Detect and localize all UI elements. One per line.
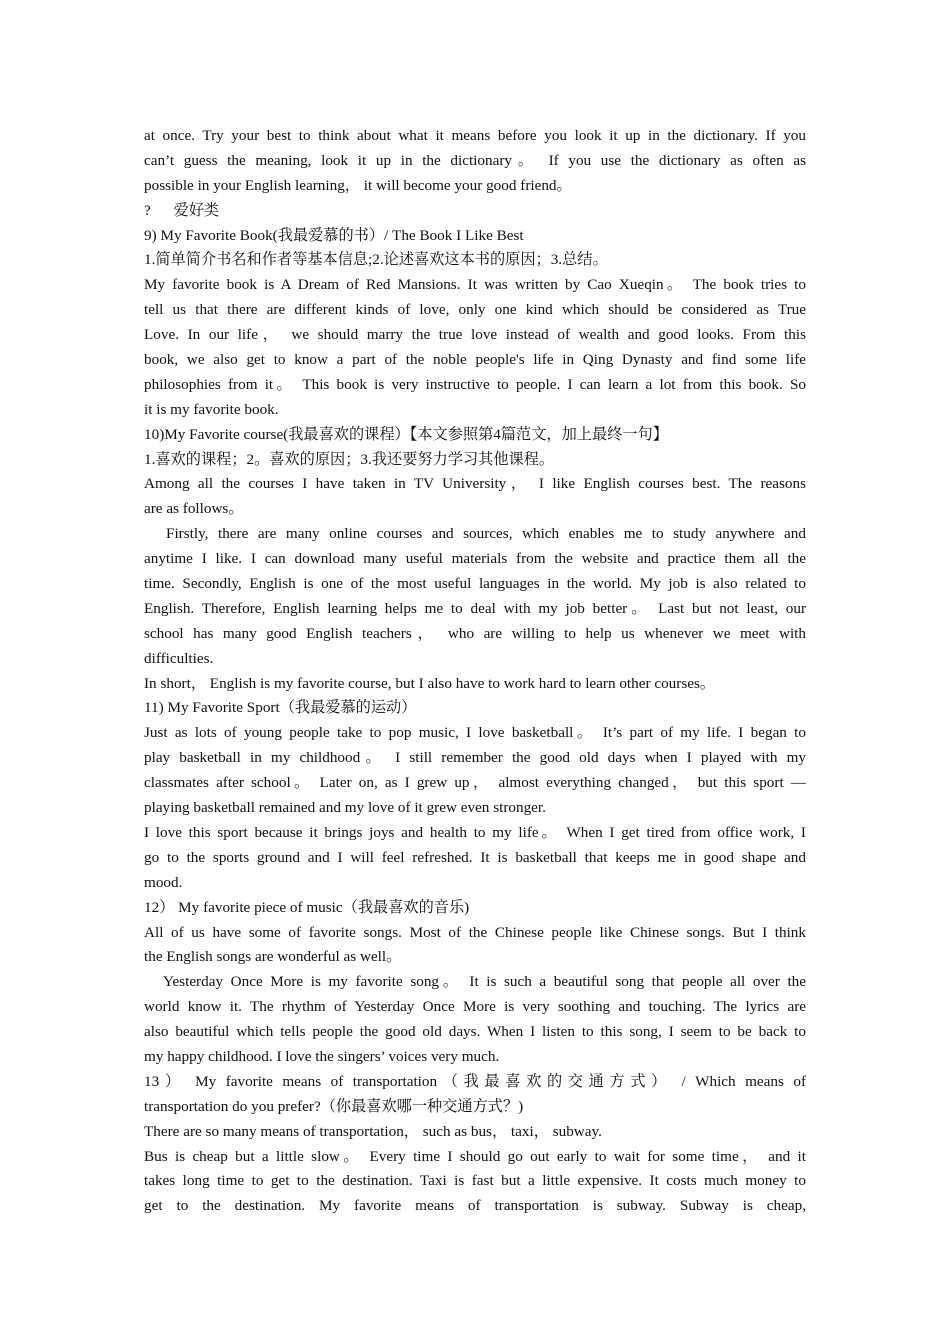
essay-title-favorite-transportation-alt: transportation do you prefer?（你最喜欢哪一种交通方式？): [144, 1097, 524, 1115]
text-line: it is my favorite book.: [144, 400, 279, 418]
essay-title-favorite-sport: 11) My Favorite Sport（我最爱慕的运动）: [144, 699, 417, 717]
essay-outline: 1.简单简介书名和作者等基本信息;2.论述喜欢这本书的原因；3.总结。: [144, 251, 608, 269]
text-line: also beautiful which tells people the good old days. When I listen to this song, I seem to be back to: [144, 1023, 806, 1041]
text-line: Just as lots of young people take to pop music, I love basketball。 It’s part of my life. I began to: [144, 724, 806, 742]
text-line: time. Secondly, English is one of the most useful languages in the world. My job is also related to: [144, 575, 806, 593]
text-line: There are so many means of transportation， such as bus， taxi， subway.: [144, 1122, 602, 1140]
text-line: Bus is cheap but a little slow。 Every time I should go out early to wait for some time， and it: [144, 1147, 806, 1165]
text-line: get to the destination. My favorite means of transportation is subway. Subway is cheap,: [144, 1197, 806, 1215]
essay-outline: 1.喜欢的课程；2。喜欢的原因；3.我还要努力学习其他课程。: [144, 450, 555, 468]
document-page: [144, 124, 806, 1219]
text-line: school has many good English teachers， who are willing to help us whenever we meet with: [144, 624, 806, 642]
text-line: Yesterday Once More is my favorite song。 It is such a beautiful song that people all over the: [163, 973, 806, 991]
text-line: All of us have some of favorite songs. Most of the Chinese people like Chinese songs. But I think: [144, 923, 806, 941]
text-line: tell us that there are different kinds of love, only one kind which should be considered as True: [144, 301, 806, 319]
text-line: difficulties.: [144, 649, 214, 667]
essay-title-favorite-book: 9) My Favorite Book(我最爱慕的书）/ The Book I Like Best: [144, 226, 524, 244]
text-line: world know it. The rhythm of Yesterday Once More is very soothing and touching. The lyrics are: [144, 998, 806, 1016]
essay-title-favorite-course: 10)My Favorite course(我最喜欢的课程）【本文参照第4篇范文，加上最终一句】: [144, 425, 668, 443]
text-line: anytime I like. I can download many useful materials from the website and practice them all the: [144, 550, 806, 568]
text-line: Firstly, there are many online courses and sources, which enables me to study anywhere and: [166, 525, 806, 543]
text-line: takes long time to get to the destination. Taxi is fast but a little expensive. It costs much money to: [144, 1172, 806, 1190]
text-line: can’t guess the meaning, look it up in the dictionary。 If you use the dictionary as often as: [144, 151, 806, 169]
text-line: at once. Try your best to think about what it means before you look it up in the dictionary. If you: [144, 127, 806, 144]
text-line: I love this sport because it brings joys and health to my life。 When I get tired from office work, I: [144, 823, 806, 841]
text-line: book, we also get to know a part of the noble people's life in Qing Dynasty and find some life: [144, 351, 806, 369]
section-heading-hobbies: ? 爱好类: [144, 201, 220, 219]
text-line: my happy childhood. I love the singers’ voices very much.: [144, 1047, 500, 1065]
text-line: philosophies from it。 This book is very instructive to people. I can learn a lot from this book. So: [144, 375, 806, 393]
essay-title-favorite-transportation: 13） My favorite means of transportation（我最喜欢的交通方式） / Which means of: [144, 1072, 806, 1090]
text-line: My favorite book is A Dream of Red Mansions. It was written by Cao Xueqin。 The book tries to: [144, 276, 806, 294]
essay-title-favorite-music: 12） My favorite piece of music（我最喜欢的音乐): [144, 898, 470, 916]
text-line: classmates after school。 Later on, as I grew up， almost everything changed， but this sport —: [144, 774, 806, 792]
text-line: are as follows。: [144, 500, 244, 518]
text-line: Among all the courses I have taken in TV University， I like English courses best. The reasons: [144, 475, 806, 493]
text-line: Love. In our life， we should marry the true love instead of wealth and good looks. From this: [144, 326, 806, 344]
text-line: go to the sports ground and I will feel refreshed. It is basketball that keeps me in good shape and: [144, 848, 806, 866]
text-line: playing basketball remained and my love of it grew even stronger.: [144, 799, 546, 817]
text-line: In short， English is my favorite course, but I also have to work hard to learn other courses。: [144, 674, 716, 692]
text-line: possible in your English learning， it will become your good friend。: [144, 176, 572, 194]
text-line: mood.: [144, 873, 183, 891]
text-line: the English songs are wonderful as well。: [144, 948, 402, 966]
text-line: English. Therefore, English learning helps me to deal with my job better。 Last but not least, our: [144, 599, 806, 617]
text-line: play basketball in my childhood。 I still remember the good old days when I played with my: [144, 749, 806, 767]
